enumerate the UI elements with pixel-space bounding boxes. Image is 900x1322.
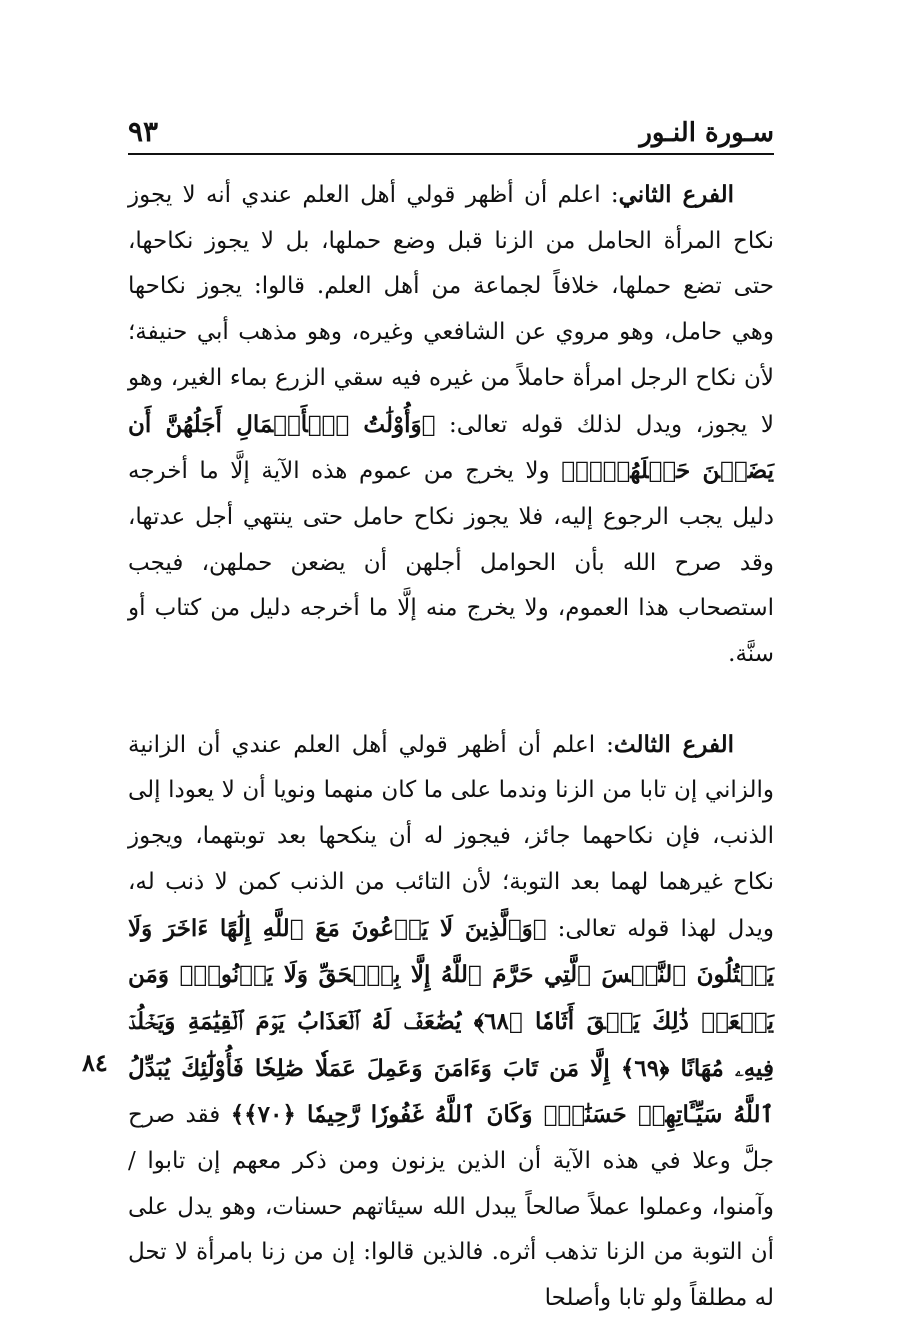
text-segment: : اعلم أن أظهر قولي أهل العلم عندي أن الزانية والزاني إن تابا من الزنا وندما على ما كان منهما ونويا أن لا يعودا إلى الذنب، فإن نكاحهما جائز، فيجوز له أن ينكحها بعد توبتهما، ويجوز نكاح غيرهما لهما بعد التوبة؛ لأن التائب من الذنب كمن لا ذنب له، ويدل لهذا قوله تعالى: [128, 731, 774, 942]
section-heading: الفرع الثالث [613, 730, 734, 758]
body-text [128, 172, 774, 1322]
text-segment: ولا يخرج من عموم هذه الآية إلَّا ما أخرجه دليل يجب الرجوع إليه، فلا يجوز نكاح حامل حتى ينتهي أجل عدتها، وقد صرح الله بأن الحوامل أجلهن أن يضعن حملهن، فيجب استصحاب هذا العموم، ولا يخرج منه إلَّا ما أخرجه دليل من كتاب أو سنَّة. [128, 458, 774, 668]
header-divider [128, 153, 774, 155]
section-heading: الفرع الثاني [618, 181, 734, 208]
page-number: ٩٣ [128, 115, 159, 148]
text-segment: : اعلم أن أظهر قولي أهل العلم عندي أنه لا يجوز نكاح المرأة الحامل من الزنا قبل وضع حملها، بل لا يجوز نكاحها، حتى تضع حملها، خلافاً لجماعة من أهل العلم. قالوا: يجوز نكاحها وهي حامل، وهو مروي عن الشافعي وغيره، وهو مذهب أبي حنيفة؛ لأن نكاح الرجل امرأة حاملاً من غيره فيه سقي الزرع بماء الغير، وهو لا يجوز، ويدل لذلك قوله تعالى: [128, 182, 775, 438]
quran-verse: ﴿وَٱلَّذِينَ لَا يَدۡعُونَ مَعَ ٱللَّهِ إِلَٰهًا ءَاخَرَ وَلَا يَقۡتُلُونَ ٱلنَّفۡسَ ٱلَّتِي حَرَّمَ ٱللَّهُ إِلَّا بِٱلۡحَقِّ وَلَا يَزۡنُونَۚ وَمَن يَفۡعَلۡ ذَٰلِكَ يَلۡقَ أَثَامٗا ﴿٦٨﴾ يُضَٰعَفۡ لَهُ ٱلۡعَذَابُ يَوۡمَ ٱلۡقِيَٰمَةِ وَيَخۡلُدۡ فِيهِۦ مُهَانًا ﴿٦٩﴾ إِلَّا مَن تَابَ وَءَامَنَ وَعَمِلَ عَمَلٗا صَٰلِحٗا فَأُوْلَٰٓئِكَ يُبَدِّلُ ٱللَّهُ سَيِّـَٔاتِهِمۡ حَسَنَٰتٖۗ وَكَانَ ٱللَّهُ غَفُورٗا رَّحِيمٗا ﴿٧٠﴾﴾ [128, 914, 774, 1129]
text-segment: فقد صرح جلَّ وعلا في هذه الآية أن الذين يزنون ومن ذكر معهم إن تابوا /وآمنوا، وعملوا عملاً صالحاً يبدل الله سيئاتهم حسنات، وهو يدل على أن التوبة من الزنا تذهب أثره. فالذين قالوا: إن من زنا بامرأة لا تحل له مطلقاً ولو تابا وأصلحا [128, 1102, 774, 1312]
paragraph-second-branch [128, 172, 774, 678]
quran-verse: ﴿وَأُوْلَٰتُ ٱلۡأَحۡمَالِ أَجَلُهُنَّ أَن يَضَعۡنَ حَمۡلَهُنَّۚ﴾ [128, 410, 774, 485]
surah-title: سـورة النـور [639, 118, 774, 148]
page-header [128, 112, 774, 148]
paragraph-third-branch [128, 722, 774, 1322]
margin-page-reference: ٨٤ [82, 1048, 108, 1077]
